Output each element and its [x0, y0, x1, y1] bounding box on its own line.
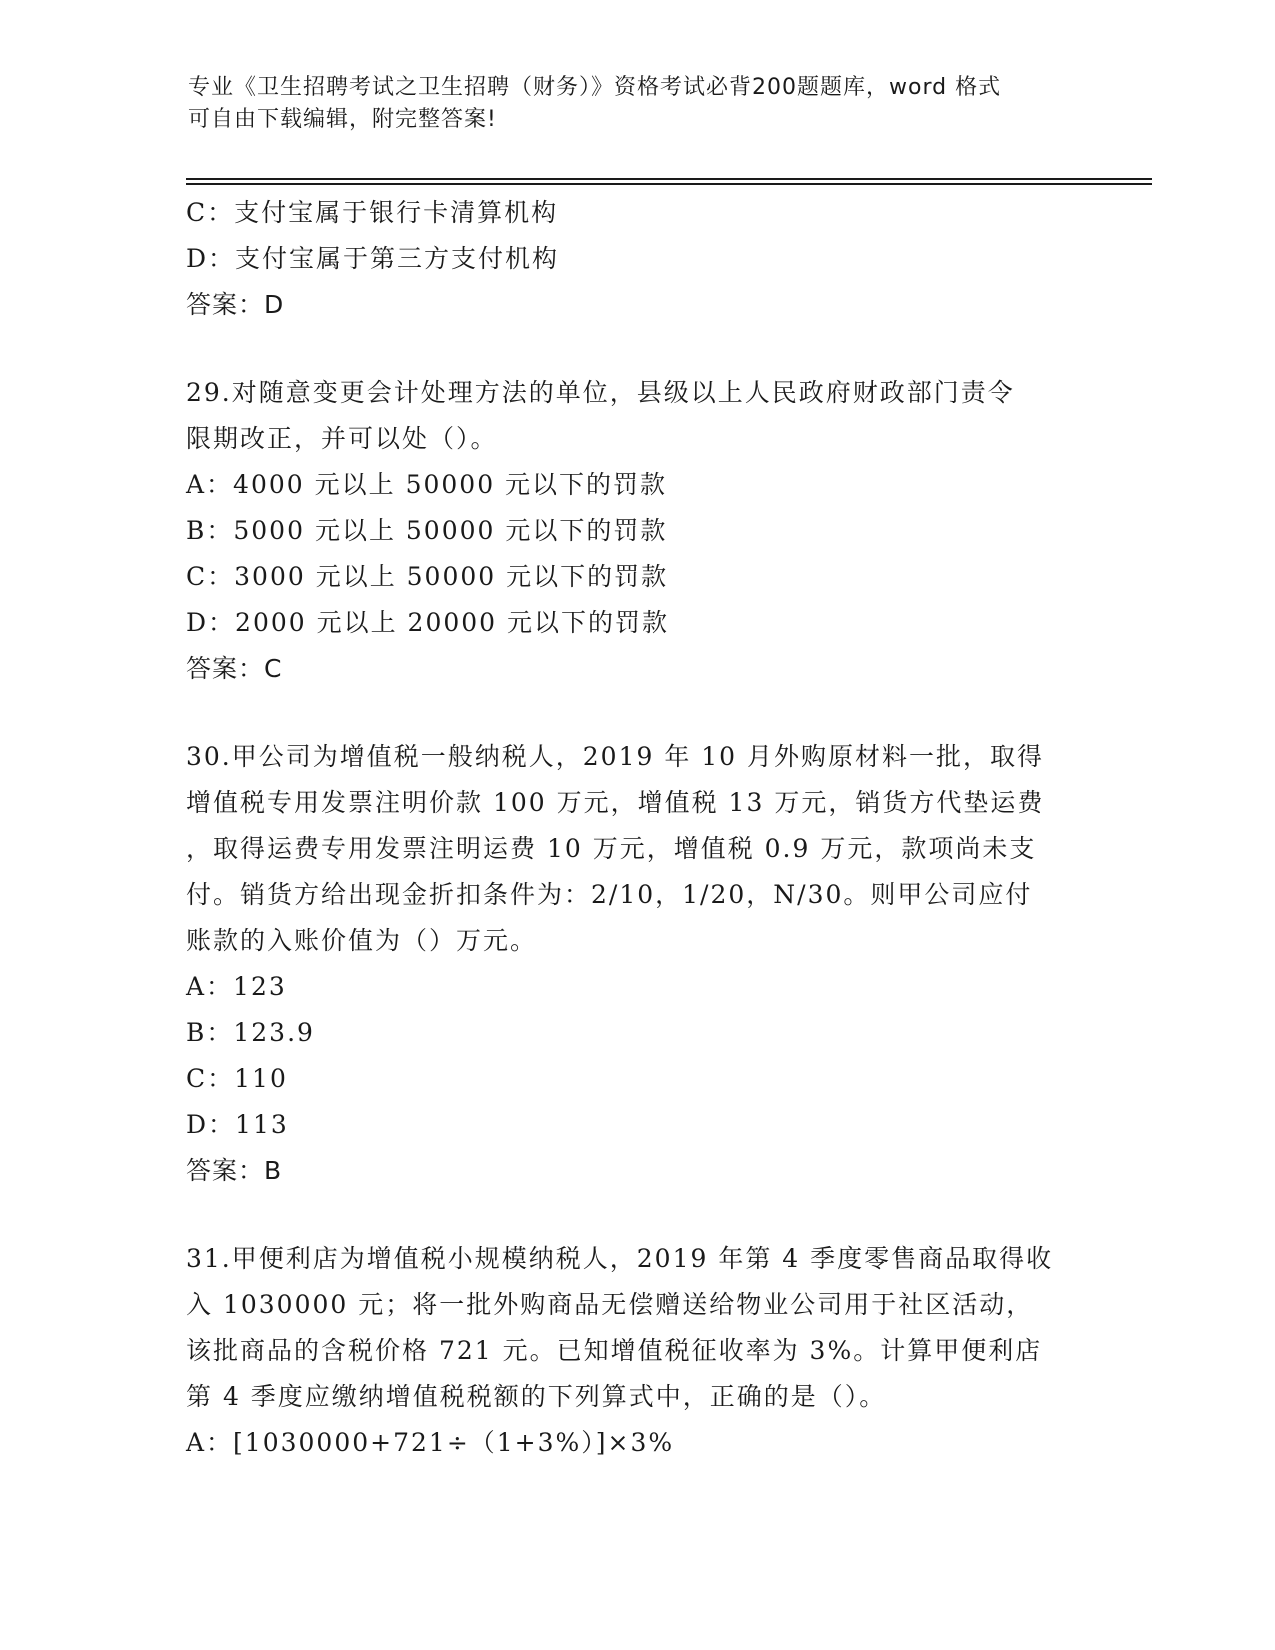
- option-c: C：支付宝属于银行卡清算机构: [186, 198, 559, 227]
- option-a: A：4000 元以上 50000 元以下的罚款: [186, 470, 668, 499]
- option-b: B：123.9: [186, 1018, 315, 1047]
- option-d: D：支付宝属于第三方支付机构: [186, 244, 560, 273]
- header-title-line-2: 可自由下载编辑，附完整答案!: [188, 107, 497, 132]
- question-stem: 29.对随意变更会计处理方法的单位，县级以上人民政府财政部门责令: [186, 378, 1015, 407]
- question-stem: 该批商品的含税价格 721 元。已知增值税征收率为 3%。计算甲便利店: [186, 1336, 1043, 1365]
- question-content: [186, 190, 1086, 1466]
- option-c: C：110: [186, 1064, 288, 1093]
- question-29: [186, 370, 1086, 692]
- page-header: [188, 72, 1068, 136]
- option-d: D：113: [186, 1110, 289, 1139]
- question-stem: 增值税专用发票注明价款 100 万元，增值税 13 万元，销货方代垫运费: [186, 788, 1045, 817]
- question-stem: 入 1030000 元；将一批外购商品无偿赠送给物业公司用于社区活动，: [186, 1290, 1034, 1319]
- question-28: [186, 190, 1086, 328]
- question-stem: 付。销货方给出现金折扣条件为：2/10，1/20，N/30。则甲公司应付: [186, 880, 1033, 909]
- option-a: A：123: [186, 972, 287, 1001]
- spacer: [186, 692, 1086, 734]
- option-b: B：5000 元以上 50000 元以下的罚款: [186, 516, 668, 545]
- question-stem: 第 4 季度应缴纳增值税税额的下列算式中，正确的是（）。: [186, 1382, 887, 1411]
- answer: 答案：B: [186, 1156, 283, 1185]
- question-stem: 30.甲公司为增值税一般纳税人，2019 年 10 月外购原材料一批，取得: [186, 742, 1045, 771]
- header-divider-bottom: [186, 183, 1152, 185]
- answer: 答案：C: [186, 654, 283, 683]
- spacer: [186, 328, 1086, 370]
- header-title-line-1: 专业《卫生招聘考试之卫生招聘（财务）》资格考试必背200题题库，word 格式: [188, 75, 1002, 100]
- question-31: [186, 1236, 1086, 1466]
- question-30: [186, 734, 1086, 1194]
- question-stem: 账款的入账价值为（）万元。: [186, 926, 538, 955]
- option-a: A：[1030000+721÷（1+3%）]×3%: [186, 1428, 675, 1457]
- spacer: [186, 1194, 1086, 1236]
- option-d: D：2000 元以上 20000 元以下的罚款: [186, 608, 670, 637]
- question-stem: 31.甲便利店为增值税小规模纳税人，2019 年第 4 季度零售商品取得收: [186, 1244, 1054, 1273]
- option-c: C：3000 元以上 50000 元以下的罚款: [186, 562, 669, 591]
- question-stem: ，取得运费专用发票注明运费 10 万元，增值税 0.9 万元，款项尚未支: [186, 834, 1037, 863]
- answer: 答案：D: [186, 290, 285, 319]
- question-stem: 限期改正，并可以处（）。: [186, 424, 498, 453]
- header-divider-top: [186, 178, 1152, 180]
